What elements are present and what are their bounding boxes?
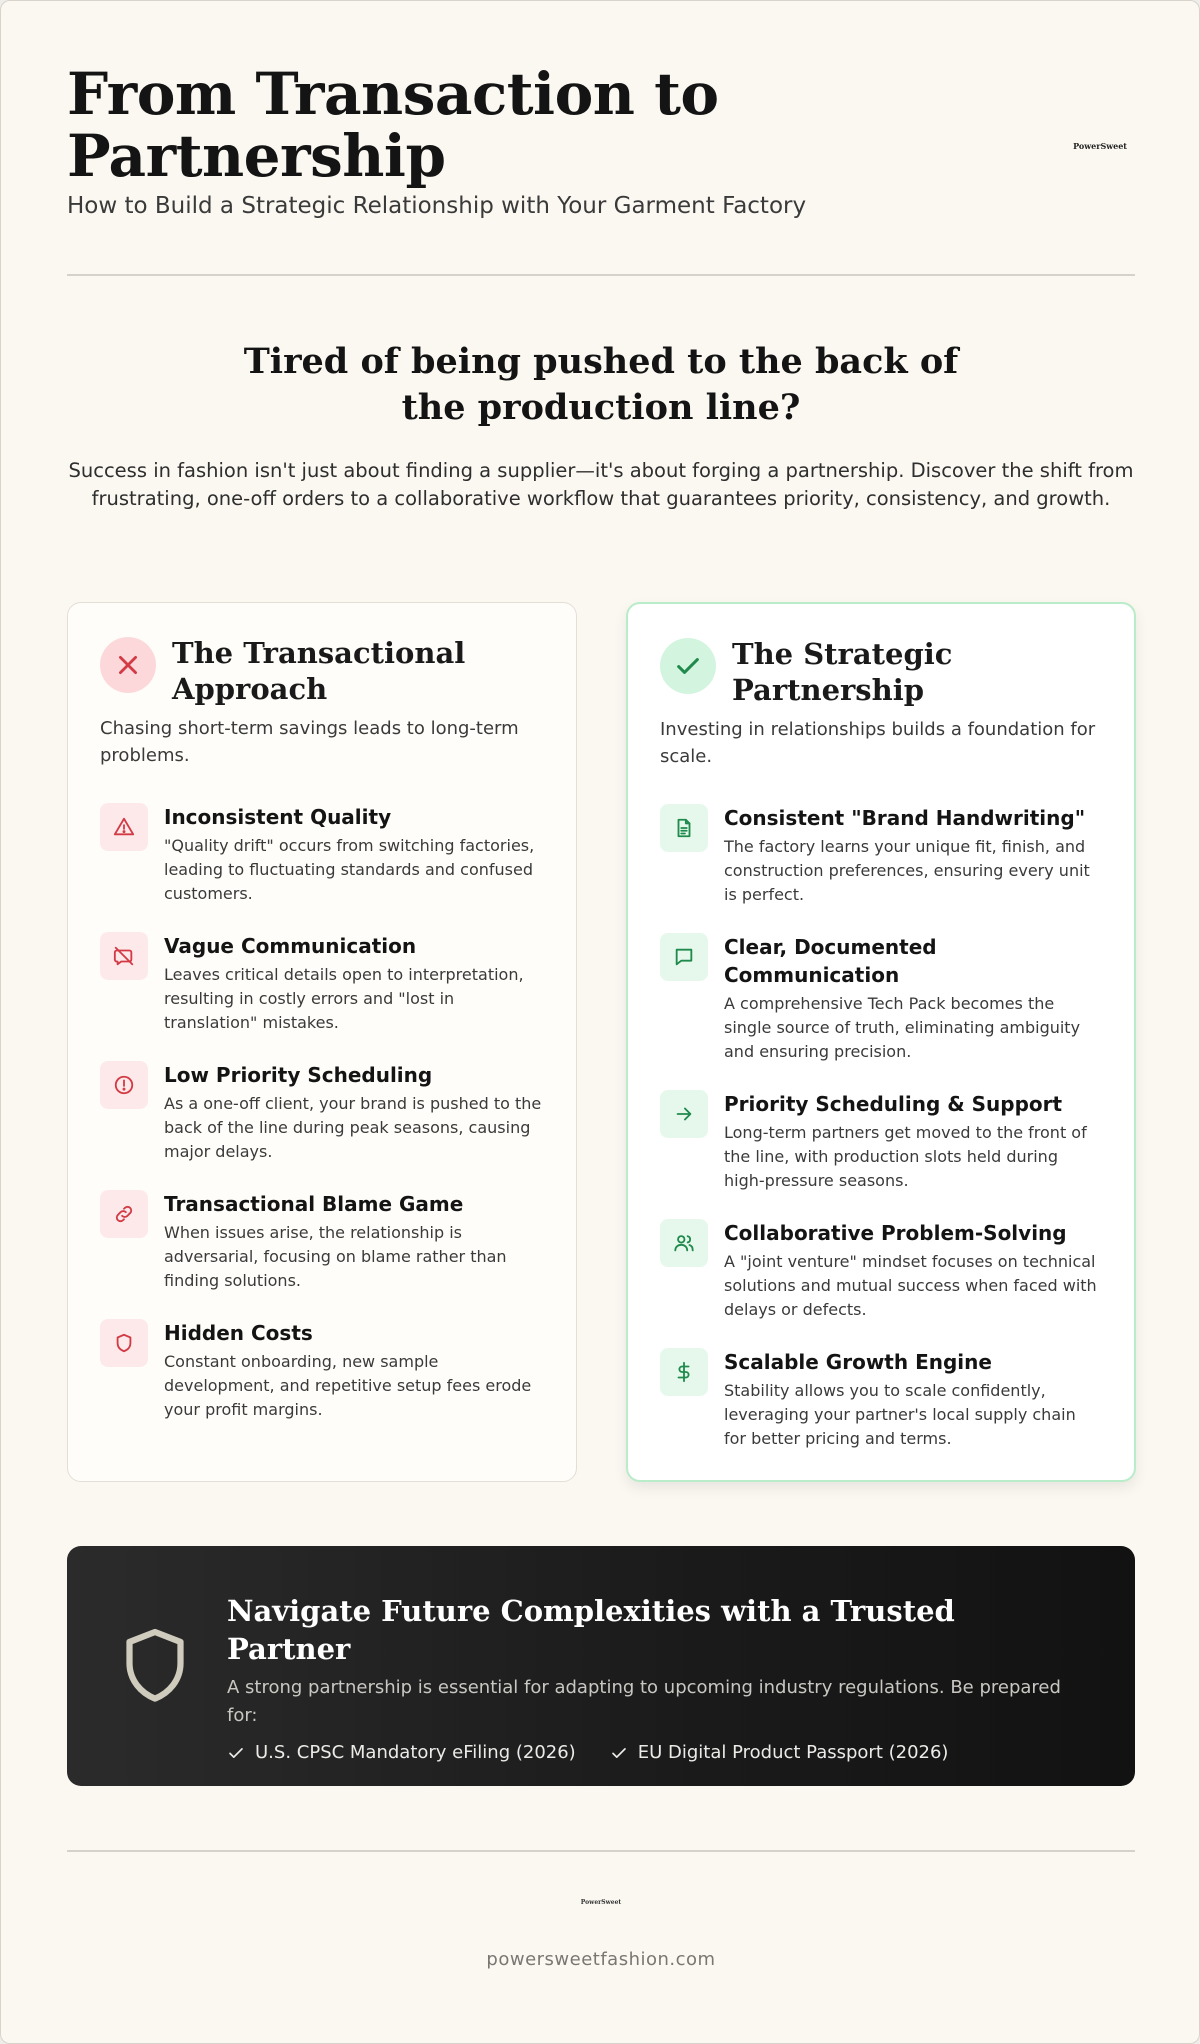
item-text: "Quality drift" occurs from switching factories, leading to fluctuating standards and confused customers. [164,836,535,903]
link-icon [100,1190,148,1238]
item-title: Clear, Documented Communication [724,935,937,987]
item-title: Priority Scheduling & Support [724,1092,1063,1116]
item-title: Collaborative Problem-Solving [724,1221,1067,1245]
list-item [100,1061,544,1164]
intro-text: Success in fashion isn't just about finding a supplier—it's about forging a partnership. Discover the shift from frustrating, one-off orders to a collaborative workflow that guarantees priority, consistency, and growth. [68,459,1134,510]
chat-icon [660,933,708,981]
item-title: Transactional Blame Game [164,1192,464,1216]
intro-section [67,339,1135,513]
regulation-item [227,1742,576,1763]
item-title: Scalable Growth Engine [724,1350,992,1374]
intro-heading: Tired of being pushed to the back of the production line? [243,341,959,428]
list-item [100,1319,544,1422]
cta-title: Navigate Future Complexities with a Trusted Partner [227,1594,955,1666]
footer-logo: PowerSweet [580,1899,622,1906]
partnership-card-description: Investing in relationships builds a foundation for scale. [660,719,1096,767]
check-icon [660,638,716,694]
item-text: When issues arise, the relationship is adversarial, focusing on blame rather than finding solutions. [164,1223,507,1290]
regulation-text: U.S. CPSC Mandatory eFiling (2026) [255,1742,576,1763]
item-text: Constant onboarding, new sample development, and repetitive setup fees erode your profit margins. [164,1352,532,1419]
users-icon [660,1219,708,1267]
item-title: Inconsistent Quality [164,805,392,829]
list-item [660,804,1102,907]
page-subtitle: How to Build a Strategic Relationship with Your Garment Factory [67,193,807,219]
item-text: A comprehensive Tech Pack becomes the single source of truth, eliminating ambiguity and ensuring precision. [724,994,1081,1061]
item-text: Leaves critical details open to interpretation, resulting in costly errors and "lost in translation" mistakes. [164,965,524,1032]
cta-text: A strong partnership is essential for adapting to upcoming industry regulations. Be prepared for: [227,1677,1061,1726]
page-title: From Transaction to Partnership [67,60,719,190]
transactional-card-description: Chasing short-term savings leads to long-term problems. [100,718,519,766]
item-text: A "joint venture" mindset focuses on technical solutions and mutual success when faced with delays or defects. [724,1252,1097,1319]
item-text: The factory learns your unique fit, finish, and construction preferences, ensuring every unit is perfect. [724,837,1090,904]
item-text: Stability allows you to scale confidently, leveraging your partner's local supply chain for better pricing and terms. [724,1381,1076,1448]
brand-logo [1073,141,1127,152]
item-title: Low Priority Scheduling [164,1063,433,1087]
item-title: Hidden Costs [164,1321,313,1345]
list-item [660,1348,1102,1451]
brand-logo-text: PowerSweet [1073,141,1127,151]
check-icon [227,1744,245,1762]
item-title: Consistent "Brand Handwriting" [724,806,1086,830]
message-off-icon [100,932,148,980]
footer-url[interactable]: powersweetfashion.com [486,1949,716,1970]
cta-banner [67,1546,1135,1786]
item-title: Vague Communication [164,934,417,958]
header-divider [67,274,1135,276]
regulation-item [610,1742,949,1763]
header [67,60,1135,219]
partnership-card-title: The Strategic Partnership [732,637,953,707]
shield-icon [100,1319,148,1367]
list-item [100,932,544,1035]
check-icon [610,1744,628,1762]
list-item [660,1219,1102,1322]
regulation-text: EU Digital Product Passport (2026) [637,1742,949,1763]
item-text: Long-term partners get moved to the front of the line, with production slots held during high-pressure seasons. [724,1123,1087,1190]
item-text: As a one-off client, your brand is pushed to the back of the line during peak seasons, causing major delays. [164,1094,542,1161]
alert-circle-icon [100,1061,148,1109]
arrow-right-icon [660,1090,708,1138]
list-item [660,933,1102,1064]
transactional-card [67,602,577,1482]
x-icon [100,637,156,693]
dollar-icon [660,1348,708,1396]
list-item [100,1190,544,1293]
transactional-card-title: The Transactional Approach [172,636,466,706]
list-item [100,803,544,906]
footer-divider [67,1850,1135,1852]
document-icon [660,804,708,852]
list-item [660,1090,1102,1193]
shield-icon [121,1626,189,1710]
warning-icon [100,803,148,851]
partnership-card [626,602,1136,1482]
